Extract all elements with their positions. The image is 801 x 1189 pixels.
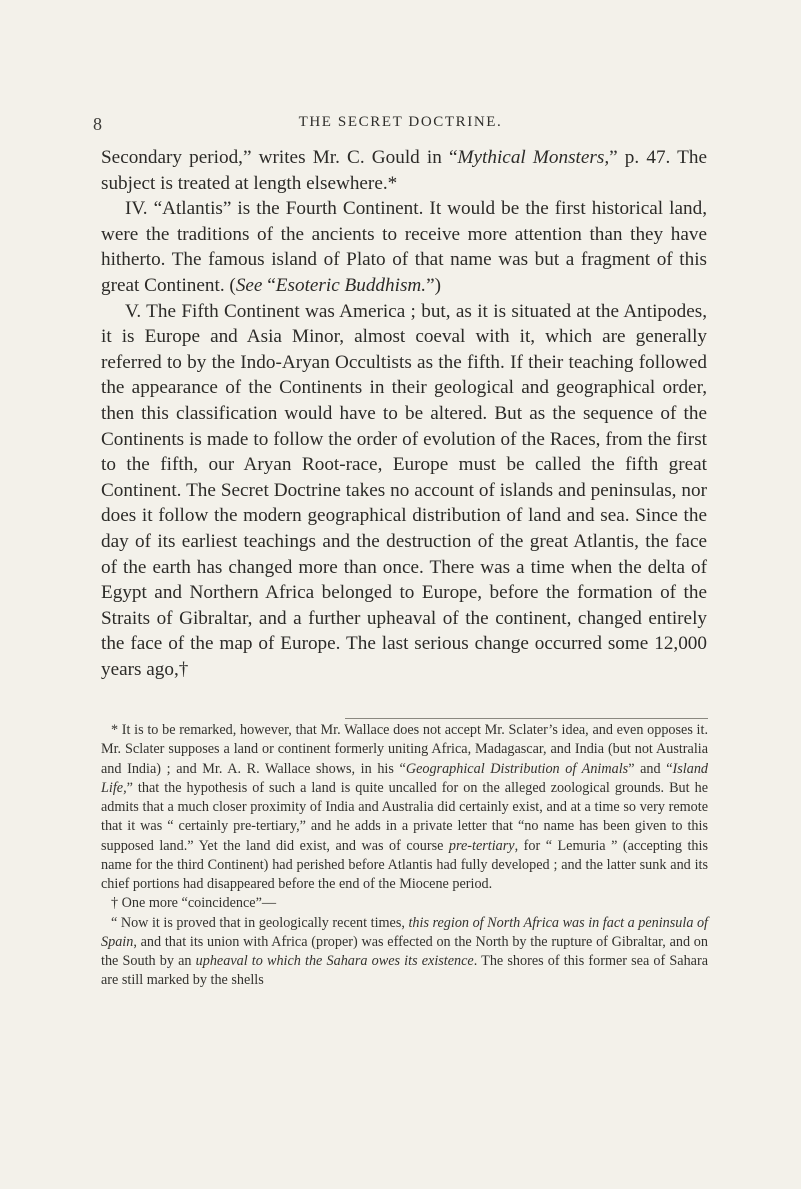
book-title-mythical-monsters: Mythical Monsters, (457, 147, 610, 168)
main-text (101, 145, 707, 682)
footnote-dagger: † One more “coincidence”— (111, 895, 277, 912)
footnote-quotation: “ Now it is proved that in geologically recent times, this region of North Africa was in fact a peninsula of Spain, and that its union with Africa (proper) was effected on the North by the rupture of Gibraltar, and on the South by an upheaval to which the Sahara owes its existence. The shores of this former sea of Sahara are still marked by the shells (101, 914, 709, 989)
page-number: 8 (93, 114, 102, 134)
running-head: THE SECRET DOCTRINE. (298, 114, 503, 130)
paragraph-atlantis: IV. “Atlantis” is the Fourth Continent. It would be the first historical land, were the traditions of the ancients to receive more attention than they have hitherto. The famous island of Plato of that name was but a fragment of this great Continent. (See “Esoteric Buddhism.”) (101, 198, 707, 296)
paragraph-1: Secondary period,” writes Mr. C. Gould in “Mythical Monsters,” p. 47. The subject is treated at length elsewhere.* (101, 147, 707, 194)
footnote-divider (345, 718, 708, 719)
page-header (0, 114, 801, 136)
paragraph-america: V. The Fifth Continent was America ; but, as it is situated at the Antipodes, it is Europe and Asia Minor, almost coeval with it, which are generally referred to by the Indo-Aryan Occultists as the fifth. If their teaching followed the appearance of the Continents in their geological and geographical order, then this classification would have to be altered. But as the sequence of the Continents is made to follow the order of evolution of the Races, from the first to the fifth, our Aryan Root-race, Europe must be called the fifth great Continent. The Secret Doctrine takes no account of islands and peninsulas, nor does it follow the modern geographical distribution of land and sea. Since the day of its earliest teachings and the destruction of the great Atlantis, the face of the earth has changed more than once. There was a time when the delta of Egypt and Northern Africa belonged to Europe, before the formation of the Straits of Gibraltar, and a further upheaval of the continent, changed entirely the face of the map of Europe. The last serious change occurred some 12,000 years ago,† (101, 300, 707, 680)
book-title-esoteric-buddhism: Esoteric Buddhism. (275, 274, 427, 296)
footnotes (101, 721, 708, 991)
footnote-asterisk: * It is to be remarked, however, that Mr. Wallace does not accept Mr. Sclater’s idea, and even opposes it. Mr. Sclater supposes a land or continent formerly uniting Africa, Madagascar, and India (but not Australia and India) ; and Mr. A. R. Wallace shows, in his “Geographical Distribution of Animals” and “Island Life,” that the hypothesis of such a land is quite uncalled for on the alleged zoological grounds. But he admits that a much closer proximity of India and Australia did certainly exist, and at a time so very remote that it was “ certainly pre-tertiary,” and he adds in a private letter that “no name has been given to this supposed land.” Yet the land did exist, and was of course pre-tertiary, for “ Lemuria ” (accepting this name for the third Continent) had perished before Atlantis had fully developed ; and the latter sunk and its chief portions had disappeared before the end of the Miocene period. (101, 722, 708, 892)
